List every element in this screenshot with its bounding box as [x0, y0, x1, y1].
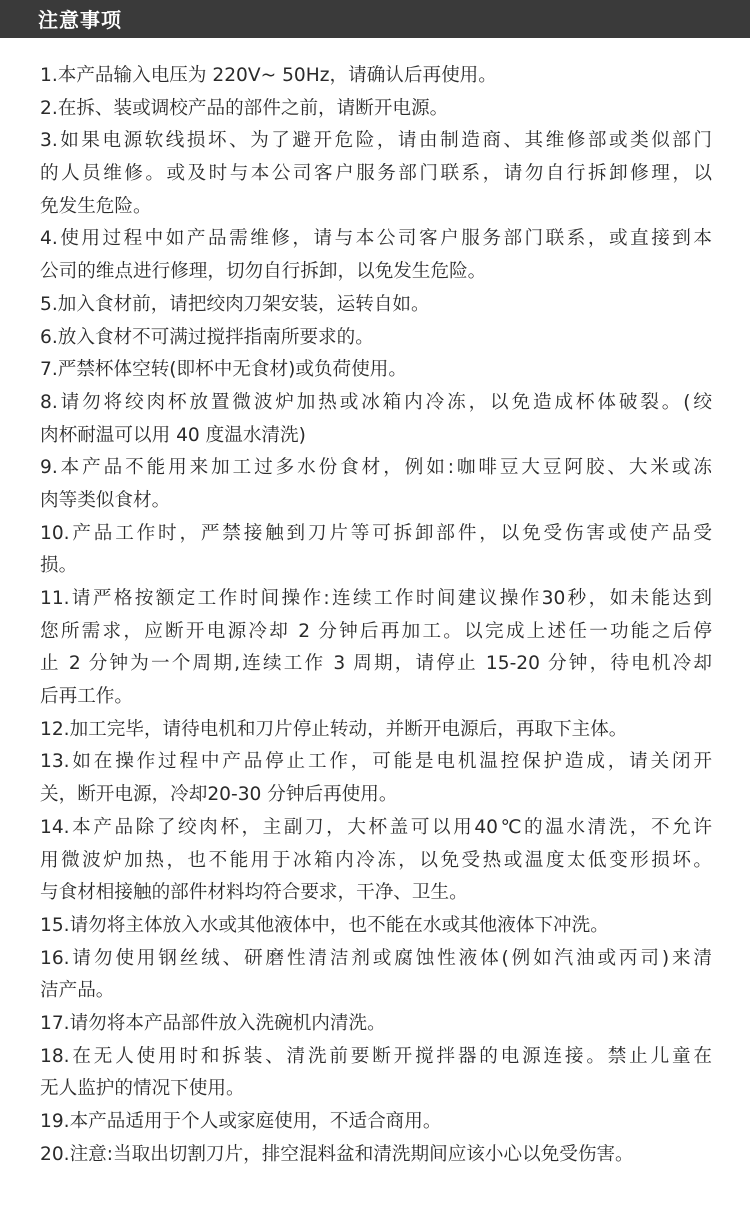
- note-line: 公司的维点进行修理，切勿自行拆卸，以免发生危险。: [40, 261, 487, 283]
- note-item: [40, 387, 712, 452]
- note-line: 11.请严格按额定工作时间操作:连续工作时间建议操作30秒，如未能达到: [40, 588, 712, 609]
- note-line: 止 2 分钟为一个周期,连续工作 3 周期，请停止 15-20 分钟，待电机冷却: [40, 653, 712, 675]
- note-line: 9.本产品不能用来加工过多水份食材，例如:咖啡豆大豆阿胶、大米或冻: [40, 457, 712, 479]
- note-line: 6.放入食材不可满过搅拌指南所要求的。: [40, 326, 374, 348]
- note-line: 您所需求，应断开电源冷却 2 分钟后再加工。以完成上述任一功能之后停: [40, 620, 712, 642]
- note-item: [40, 452, 712, 517]
- note-item: [40, 60, 712, 93]
- note-item: [40, 910, 712, 943]
- note-line: 20.注意:当取出切割刀片，排空混料盆和清洗期间应该小心以免受伤害。: [40, 1143, 634, 1165]
- note-item: [40, 746, 712, 811]
- note-item: [40, 812, 712, 910]
- note-item: [40, 583, 712, 714]
- note-item: [40, 1041, 712, 1106]
- note-item: [40, 943, 712, 1008]
- note-item: [40, 1139, 712, 1172]
- note-line: 洁产品。: [40, 980, 115, 1002]
- note-item: [40, 125, 712, 223]
- note-line: 13.如在操作过程中产品停止工作，可能是电机温控保护造成，请关闭开: [40, 751, 712, 773]
- note-line: 18.在无人使用时和拆装、清洗前要断开搅拌器的电源连接。禁止儿童在: [40, 1045, 712, 1067]
- note-line: 1.本产品输入电压为 220V~ 50Hz，请确认后再使用。: [40, 65, 497, 86]
- note-item: [40, 714, 712, 747]
- note-line: 2.在拆、装或调校产品的部件之前，请断开电源。: [40, 97, 449, 119]
- note-line: 8.请勿将绞肉杯放置微波炉加热或冰箱内冷冻，以免造成杯体破裂。(绞: [40, 391, 712, 413]
- note-item: [40, 1106, 712, 1139]
- note-line: 肉杯耐温可以用 40 度温水清洗): [40, 424, 306, 446]
- note-line: 与食材相接触的部件材料均符合要求，干净、卫生。: [40, 882, 468, 904]
- note-line: 肉等类似食材。: [40, 489, 171, 511]
- note-line: 5.加入食材前，请把绞肉刀架安装，运转自如。: [40, 293, 430, 315]
- note-line: 17.请勿将本产品部件放入洗碗机内清洗。: [40, 1012, 386, 1034]
- note-line: 4.使用过程中如产品需维修，请与本公司客户服务部门联系，或直接到本: [40, 228, 712, 250]
- note-line: 免发生危险。: [40, 195, 152, 217]
- note-line: 19.本产品适用于个人或家庭使用，不适合商用。: [40, 1111, 442, 1132]
- note-line: 关，断开电源，冷却20-30 分钟后再使用。: [40, 784, 398, 806]
- notes-list: [40, 60, 712, 1171]
- note-item: [40, 93, 712, 126]
- note-line: 16.请勿使用钢丝绒、研磨性清洁剂或腐蚀性液体(例如汽油或丙司)来清: [40, 947, 712, 969]
- note-line: 的人员维修。或及时与本公司客户服务部门联系，请勿自行拆卸修理，以: [40, 163, 712, 185]
- note-line: 用微波炉加热，也不能用于冰箱内冷冻，以免受热或温度太低变形损坏。: [40, 849, 712, 871]
- note-line: 15.请勿将主体放入水或其他液体中，也不能在水或其他液体下冲洗。: [40, 914, 609, 936]
- note-item: [40, 289, 712, 322]
- note-item: [40, 354, 712, 387]
- note-line: 3.如果电源软线损坏、为了避开危险，请由制造商、其维修部或类似部门: [40, 130, 712, 152]
- note-item: [40, 518, 712, 583]
- note-item: [40, 223, 712, 288]
- note-line: 12.加工完毕，请待电机和刀片停止转动，并断开电源后，再取下主体。: [40, 718, 628, 740]
- note-line: 14.本产品除了绞肉杯，主副刀，大杯盖可以用40℃的温水清洗，不允许: [40, 816, 712, 838]
- note-line: 后再工作。: [40, 686, 133, 708]
- note-line: 损。: [40, 555, 78, 577]
- note-line: 无人监护的情况下使用。: [40, 1078, 245, 1100]
- header-bar: [0, 0, 750, 38]
- note-line: 7.严禁杯体空转(即杯中无食材)或负荷使用。: [40, 359, 407, 381]
- page-title: 注意事项: [38, 8, 122, 32]
- note-item: [40, 322, 712, 355]
- note-item: [40, 1008, 712, 1041]
- note-line: 10.产品工作时，严禁接触到刀片等可拆卸部件，以免受伤害或使产品受: [40, 522, 712, 544]
